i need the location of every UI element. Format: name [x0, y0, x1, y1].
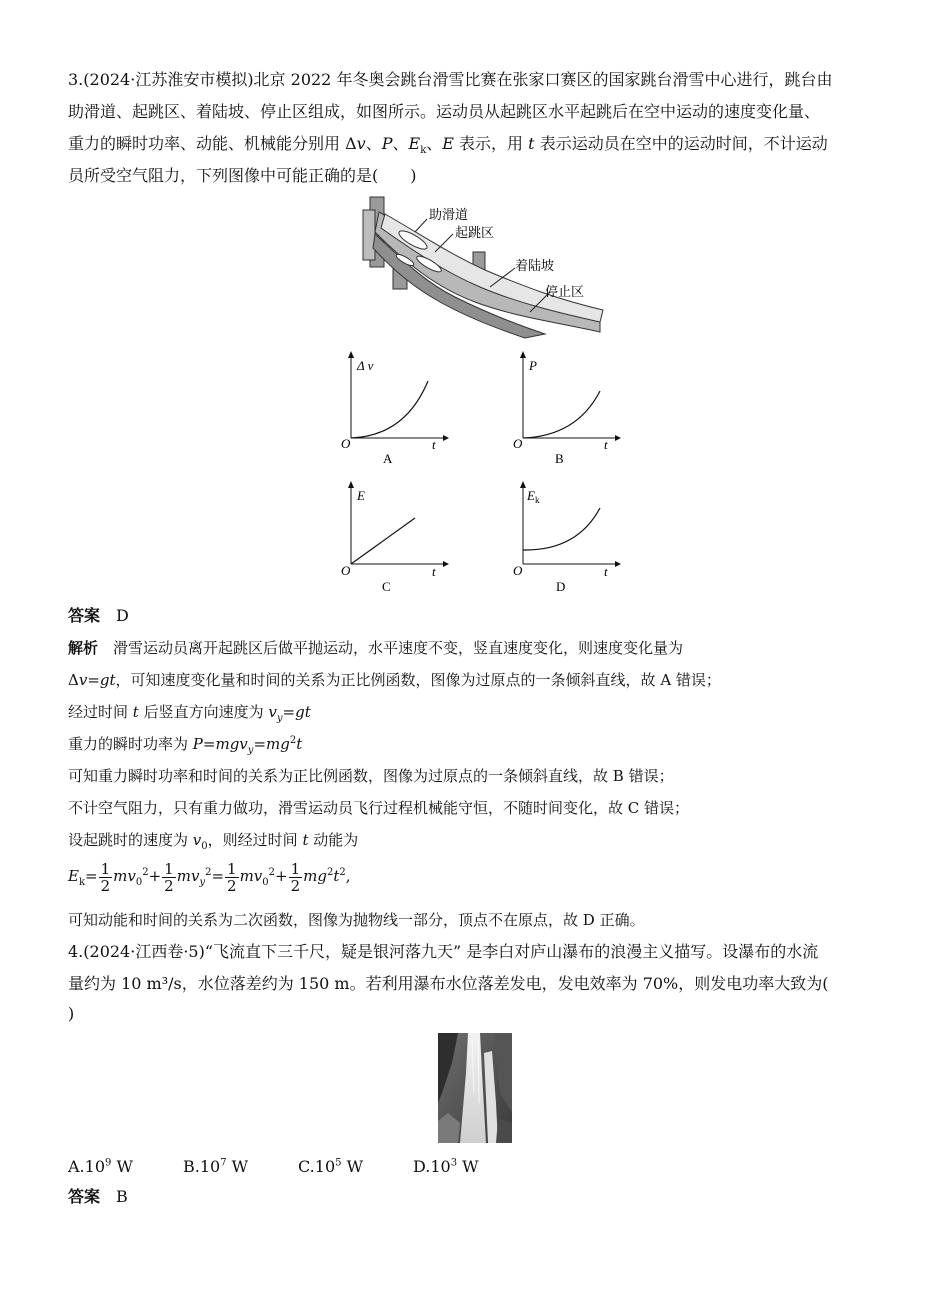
analysis-formula: $E_k=$ $\frac{1}{2}$ $mv_0^2+$ $\frac{1}{2}$ $mv_y^2=$ $\frac{1}{2}$ $mv_0^2+$ $\frac{1}{2}$ $mg^2t^2$,: [68, 859, 351, 895]
q4-line3: ): [68, 1004, 75, 1023]
graph-d: [507, 478, 627, 598]
graph-a: [335, 348, 455, 468]
graph-b-option: B: [555, 451, 564, 466]
graph-a-origin: O: [341, 436, 351, 451]
option-c[interactable]: $C.10^5$ W: [298, 1157, 364, 1176]
graph-d-option: D: [556, 579, 566, 594]
graph-b-ylabel: P: [529, 358, 537, 373]
analysis-l9: 可知动能和时间的关系为二次函数，图像为抛物线一部分，顶点不在原点，故 D 正确。: [68, 911, 645, 929]
answer4: 答案 B: [68, 1187, 128, 1206]
q3-line3: 重力的瞬时功率、动能、机械能分别用 Δv、P、$E_k$、E 表示，用 t 表示运动员在空中的运动时间，不计运动: [68, 134, 828, 157]
graph-d-origin: O: [513, 563, 523, 578]
graph-d-xlabel: t: [604, 564, 608, 579]
analysis-l5: 可知重力瞬时功率和时间的关系为正比例函数，图像为过原点的一条倾斜直线，故 B 错误；: [68, 767, 674, 785]
analysis-l6: 不计空气阻力，只有重力做功，滑雪运动员飞行过程机械能守恒，不随时间变化，故 C 错误；: [68, 799, 690, 817]
label-qitiaoqu: 起跳区: [455, 225, 495, 240]
graph-d-ylabel: $E_k$: [527, 488, 540, 505]
graph-a-ylabel: Δ v: [357, 358, 374, 373]
graph-c-ylabel: E: [357, 488, 365, 503]
graph-b: [507, 348, 627, 468]
q3-line1: 3.(2024·江苏淮安市模拟)北京 2022 年冬奥会跳台滑雪比赛在张家口赛区的国家跳台滑雪中心进行，跳台由: [68, 70, 833, 89]
q3-line2: 助滑道、起跳区、着陆坡、停止区组成，如图所示。运动员从起跳区水平起跳后在空中运动的速度变化量、: [68, 102, 821, 121]
graph-b-xlabel: t: [604, 437, 608, 452]
analysis-l4: 重力的瞬时功率为 $P=mgv_y=mg^2t$: [68, 735, 303, 756]
option-d[interactable]: $D.10^3$ W: [413, 1157, 479, 1176]
graph-c-xlabel: t: [432, 564, 436, 579]
graph-a-xlabel: t: [432, 437, 436, 452]
q4-line2: 量约为 10 m³/s，水位落差约为 150 m。若利用瀑布水位落差发电，发电效率为 70%，则发电功率大致为(: [68, 974, 829, 993]
analysis-l2: Δv=gt，可知速度变化量和时间的关系为正比例函数，图像为过原点的一条倾斜直线，故 A 错误；: [68, 671, 721, 689]
graph-c-option: C: [382, 579, 391, 594]
option-a[interactable]: $A.10^9$ W: [68, 1157, 133, 1176]
waterfall-photo: [438, 1033, 512, 1143]
q3-line4: 员所受空气阻力，下列图像中可能正确的是( ): [68, 166, 417, 185]
label-tingzhiqu: 停止区: [545, 284, 585, 299]
graph-b-origin: O: [513, 436, 523, 451]
analysis-l1: 解析 滑雪运动员离开起跳区后做平抛运动，水平速度不变，竖直速度变化，则速度变化量为: [68, 639, 684, 657]
graph-a-option: A: [383, 451, 393, 466]
analysis-l3: 经过时间 t 后竖直方向速度为 $v_y=gt$: [68, 703, 311, 724]
analysis-l7: 设起跳时的速度为 $v_0$，则经过时间 t 动能为: [68, 831, 359, 852]
answer3: 答案 D: [68, 606, 129, 625]
ski-jump-diagram: [355, 192, 605, 342]
q4-line1: 4.(2024·江西卷·5)“飞流直下三千尺，疑是银河落九天” 是李白对庐山瀑布的浪漫主义描写。设瀑布的水流: [68, 942, 819, 961]
option-b[interactable]: $B.10^7$ W: [183, 1157, 249, 1176]
label-zhuhuadao: 助滑道: [429, 207, 469, 222]
label-zhuoluopo: 着陆坡: [515, 258, 555, 273]
graph-c: [335, 478, 455, 598]
graph-c-origin: O: [341, 563, 351, 578]
